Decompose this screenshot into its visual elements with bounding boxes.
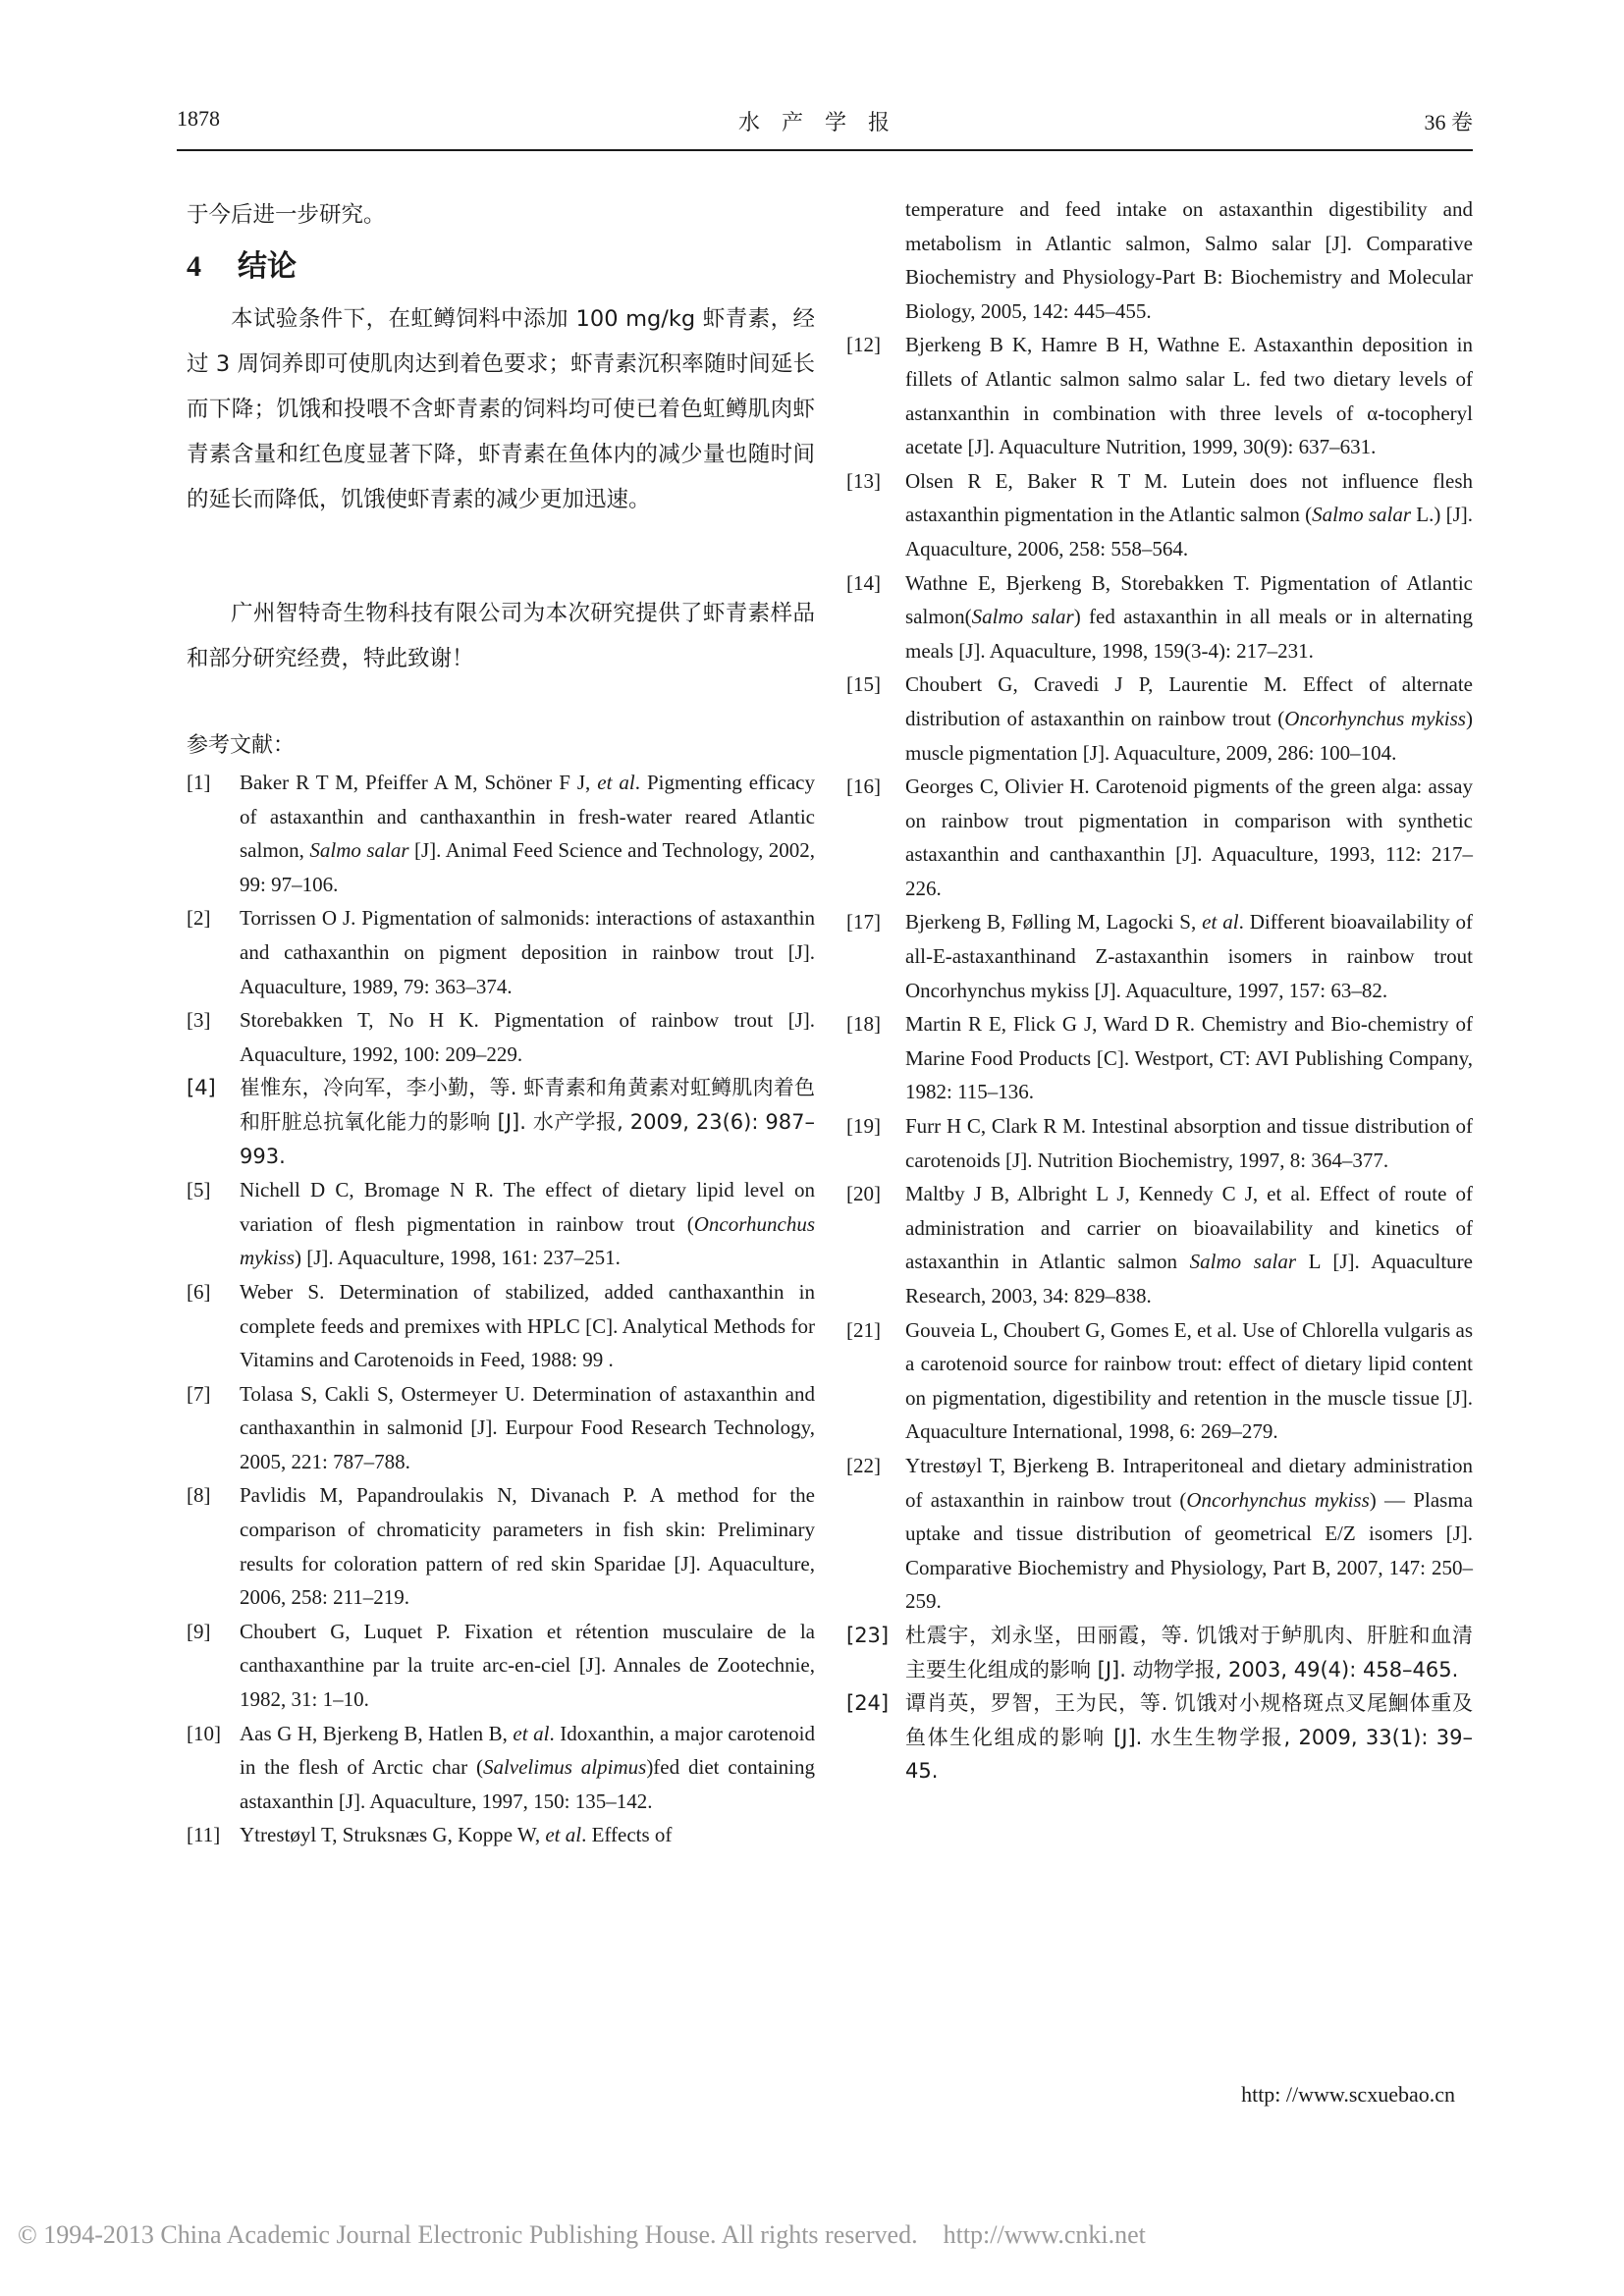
- reference-text: temperature and feed intake on astaxanthin digestibility and metabolism in Atlantic salmon, Salmo salar [J]. Comparative Biochemistry and Physiology-Part B: Biochemistry and Molecular Biology, 2005, 142: 445–455.: [905, 197, 1473, 323]
- reference-entry: [846, 770, 1473, 905]
- reference-number: [5]: [187, 1178, 211, 1202]
- reference-entry: [187, 1478, 815, 1614]
- reference-number: [9]: [187, 1619, 211, 1643]
- reference-text: 谭肖英，罗智，王为民，等. 饥饿对小规格斑点叉尾鮰体重及鱼体生化组成的影响 [J]. 水生生物学报, 2009, 33(1): 39–45.: [905, 1691, 1473, 1784]
- reference-italic-text: et al: [513, 1721, 550, 1745]
- reference-italic-text: Salmo salar: [309, 838, 409, 863]
- reference-number: [16]: [846, 774, 881, 799]
- reference-list-right: [846, 192, 1473, 1789]
- reference-text: . Pigmenting efficacy of astaxanthin and canthaxanthin in fresh-water reared Atlantic salmon,: [240, 771, 816, 863]
- reference-italic-text: et al: [1202, 910, 1239, 934]
- reference-text: Choubert G, Luquet P. Fixation et rétention musculaire de la canthaxanthine par la truite arc-en-ciel [J]. Annales de Zootechnie, 1982, 31: 1–10.: [240, 1619, 815, 1712]
- reference-text: . Idoxanthin, a major carotenoid in the flesh of Arctic char (: [240, 1721, 815, 1780]
- reference-number: [12]: [846, 333, 881, 357]
- reference-entry: [846, 1449, 1473, 1619]
- reference-text: . Different bioavailability of all-E-astaxanthinand Z-astaxanthin isomers in rainbow trout Oncorhynchus mykiss [J]. Aquaculture, 1997, 157: 63–82.: [905, 910, 1473, 1002]
- reference-number: [18]: [846, 1012, 881, 1037]
- reference-text: ) muscle pigmentation [J]. Aquaculture, 2009, 286: 100–104.: [905, 706, 1473, 765]
- reference-entry: [187, 1071, 815, 1173]
- reference-number: [17]: [846, 910, 881, 934]
- reference-entry: [846, 1177, 1473, 1312]
- conclusion-paragraph: 本试验条件下，在虹鳟饲料中添加 100 mg/kg 虾青素，经过 3 周饲养即可使肌肉达到着色要求；虾青素沉积率随时间延长而下降；饥饿和投喂不含虾青素的饲料均可使已着色虹鳟肌肉虾青素含量和红色度显著下降，虾青素在鱼体内的减少量也随时间的延长而降低，饥饿使虾青素的减少更加迅速。: [187, 306, 815, 512]
- reference-number: [13]: [846, 468, 881, 493]
- reference-entry: [846, 566, 1473, 668]
- reference-number: [10]: [187, 1721, 221, 1745]
- volume-label: 36 卷: [1424, 110, 1473, 134]
- section-number: 4: [187, 250, 201, 283]
- reference-text: [J]. Animal Feed Science and Technology, 2002, 99: 97–106.: [240, 838, 815, 896]
- reference-number: [11]: [187, 1823, 221, 1847]
- reference-entry: [187, 1173, 815, 1275]
- reference-text: Nichell D C, Bromage N R. The effect of dietary lipid level on variation of flesh pigmentation in rainbow trout (: [240, 1178, 815, 1236]
- reference-text: Ytrestøyl T, Bjerkeng B. Intraperitoneal and dietary administration of astaxanthin in rainbow trout (: [905, 1453, 1473, 1512]
- reference-text: Bjerkeng B, Følling M, Lagocki S,: [905, 910, 1203, 934]
- reference-text: Georges C, Olivier H. Carotenoid pigments of the green alga: assay on rainbow trout pigmentation in comparison with synthetic astaxanthin and canthaxanthin [J]. Aquaculture, 1993, 112: 217–226.: [905, 774, 1473, 900]
- section-heading: [187, 238, 815, 296]
- reference-text: Olsen R E, Baker R T M. Lutein does not influence flesh astaxanthin pigmentation in the Atlantic salmon (: [905, 468, 1473, 527]
- reference-text: 杜震宇，刘永坚，田丽霞，等. 饥饿对于鲈肌肉、肝脏和血清主要生化组成的影响 [J]. 动物学报, 2003, 49(4): 458–465.: [905, 1623, 1473, 1682]
- reference-text: Aas G H, Bjerkeng B, Hatlen B,: [240, 1721, 514, 1745]
- reference-text: Storebakken T, No H K. Pigmentation of rainbow trout [J]. Aquaculture, 1992, 100: 209–229.: [240, 1008, 815, 1066]
- acknowledgement-paragraph: 广州智特奇生物科技有限公司为本次研究提供了虾青素样品和部分研究经费，特此致谢！: [187, 601, 815, 671]
- header-rule: [177, 149, 1473, 151]
- reference-number: [19]: [846, 1114, 881, 1139]
- reference-text: L.) [J]. Aquaculture, 2006, 258: 558–564.: [905, 503, 1474, 561]
- reference-text: Martin R E, Flick G J, Ward D R. Chemistry and Bio-chemistry of Marine Food Products [C]. Westport, CT: AVI Publishing Company, 1982: 115–136.: [905, 1012, 1473, 1104]
- reference-entry: [187, 1818, 815, 1852]
- reference-italic-text: Oncorhynchus mykiss: [1186, 1487, 1370, 1512]
- reference-italic-text: Oncorhynchus mykiss: [1284, 706, 1466, 730]
- page-number: 1878: [177, 106, 220, 131]
- journal-title: 水产学报: [737, 111, 911, 135]
- reference-number: [23]: [846, 1623, 890, 1647]
- reference-text: ) [J]. Aquaculture, 1998, 161: 237–251.: [295, 1246, 621, 1270]
- reference-entry: [846, 667, 1473, 770]
- reference-entry: [187, 901, 815, 1003]
- reference-entry: [846, 328, 1473, 463]
- reference-text: Baker R T M, Pfeiffer A M, Schöner F J,: [240, 771, 598, 794]
- right-column: [846, 192, 1473, 1789]
- reference-number: [4]: [187, 1076, 216, 1100]
- reference-list-left: [187, 766, 815, 1852]
- reference-text: Maltby J B, Albright L J, Kennedy C J, et al. Effect of route of administration and carrier on bioavailability and kinetics of astaxanthin in Atlantic salmon: [905, 1182, 1473, 1274]
- reference-italic-text: Oncorhunchus mykiss: [240, 1211, 815, 1270]
- reference-text: Choubert G, Cravedi J P, Laurentie M. Effect of alternate distribution of astaxanthin on rainbow trout (: [905, 672, 1473, 730]
- section-title: 结论: [238, 249, 297, 284]
- reference-number: [21]: [846, 1317, 881, 1342]
- reference-text: )fed diet containing astaxanthin [J]. Aquaculture, 1997, 150: 135–142.: [240, 1755, 815, 1813]
- reference-entry: [187, 1615, 815, 1717]
- reference-entry: [187, 1717, 815, 1819]
- reference-text: Bjerkeng B K, Hamre B H, Wathne E. Astaxanthin deposition in fillets of Atlantic salmon salmo salar L. fed two dietary levels of astanxanthin in combination with three levels of α-tocopheryl acetate [J]. Aquaculture Nutrition, 1999, 30(9): 637–631.: [905, 333, 1473, 459]
- reference-italic-text: Salvelimus alpimus: [482, 1755, 647, 1780]
- reference-text: ) — Plasma uptake and tissue distribution of geometrical E/Z isomers [J]. Comparative Biochemistry and Physiology, Part B, 2007, 147: 250–259.: [905, 1487, 1473, 1614]
- reference-number: [6]: [187, 1279, 211, 1304]
- reference-number: [24]: [846, 1691, 890, 1716]
- reference-text: . Effects of: [581, 1823, 673, 1847]
- reference-entry: [846, 1109, 1473, 1177]
- reference-number: [3]: [187, 1008, 211, 1033]
- reference-entry: [846, 1007, 1473, 1109]
- reference-number: [2]: [187, 906, 211, 931]
- reference-italic-text: Salmo salar: [1312, 503, 1412, 527]
- reference-italic-text: et al: [545, 1823, 582, 1847]
- reference-text: 崔惟东，冷向军，李小勤，等. 虾青素和角黄素对虹鳟肌肉着色和肝脏总抗氧化能力的影响 [J]. 水产学报, 2009, 23(6): 987–993.: [240, 1076, 815, 1168]
- reference-number: [20]: [846, 1182, 881, 1206]
- running-header: [177, 106, 1473, 145]
- copyright-notice: © 1994-2013 China Academic Journal Electronic Publishing House. All rights reserved. http://www.cnki.net: [18, 2220, 1146, 2249]
- reference-text: Gouveia L, Choubert G, Gomes E, et al. Use of Chlorella vulgaris as a carotenoid source for rainbow trout: effect of dietary lipid content on pigmentation, digestibility and retention in the muscle tissue [J]. Aquaculture International, 1998, 6: 269–279.: [905, 1317, 1473, 1444]
- reference-italic-text: Salmo salar: [971, 605, 1074, 629]
- reference-text: Ytrestøyl T, Struksnæs G, Koppe W,: [240, 1823, 546, 1847]
- reference-entry: [187, 1275, 815, 1377]
- reference-number: [15]: [846, 672, 881, 697]
- reference-italic-text: et al: [597, 771, 635, 794]
- reference-entry: [846, 1686, 1473, 1789]
- reference-text: L [J]. Aquaculture Research, 2003, 34: 829–838.: [905, 1250, 1473, 1308]
- reference-text: Furr H C, Clark R M. Intestinal absorption and tissue distribution of carotenoids [J]. Nutrition Biochemistry, 1997, 8: 364–377.: [905, 1114, 1473, 1172]
- reference-entry: [846, 464, 1473, 566]
- intro-tail-paragraph: 于今后进一步研究。: [187, 202, 386, 228]
- reference-entry: [846, 192, 1473, 328]
- reference-entry: [187, 766, 815, 901]
- journal-website[interactable]: http: //www.scxuebao.cn: [1241, 2082, 1455, 2107]
- references-heading: 参考文献：: [187, 733, 296, 758]
- reference-entry: [846, 1619, 1473, 1686]
- reference-number: [14]: [846, 570, 881, 595]
- left-column: [187, 192, 815, 1852]
- reference-number: [1]: [187, 771, 211, 794]
- reference-italic-text: Salmo salar: [1189, 1250, 1296, 1274]
- reference-text: ) fed astaxanthin in all meals or in alternating meals [J]. Aquaculture, 1998, 159(3-4): 217–231.: [905, 605, 1473, 663]
- reference-text: Wathne E, Bjerkeng B, Storebakken T. Pigmentation of Atlantic salmon(: [905, 570, 1473, 629]
- reference-text: Pavlidis M, Papandroulakis N, Divanach P. A method for the comparison of chromaticity parameters in fish skin: Preliminary results for coloration pattern of red skin Sparidae [J]. Aquaculture, 2006, 258: 211–219.: [240, 1483, 815, 1610]
- reference-entry: [846, 1313, 1473, 1449]
- reference-text: Torrissen O J. Pigmentation of salmonids: interactions of astaxanthin and cathaxanthin on pigment deposition in rainbow trout [J]. Aquaculture, 1989, 79: 363–374.: [240, 906, 815, 998]
- reference-entry: [187, 1003, 815, 1071]
- reference-entry: [846, 905, 1473, 1007]
- reference-number: [8]: [187, 1483, 211, 1508]
- reference-entry: [187, 1377, 815, 1479]
- reference-text: Weber S. Determination of stabilized, added canthaxanthin in complete feeds and premixes with HPLC [C]. Analytical Methods for Vitamins and Carotenoids in Feed, 1988: 99 .: [240, 1279, 815, 1372]
- reference-number: [7]: [187, 1381, 211, 1406]
- reference-number: [22]: [846, 1453, 881, 1477]
- reference-text: Tolasa S, Cakli S, Ostermeyer U. Determination of astaxanthin and canthaxanthin in salmonid [J]. Eurpour Food Research Technology, 2005, 221: 787–788.: [240, 1381, 815, 1473]
